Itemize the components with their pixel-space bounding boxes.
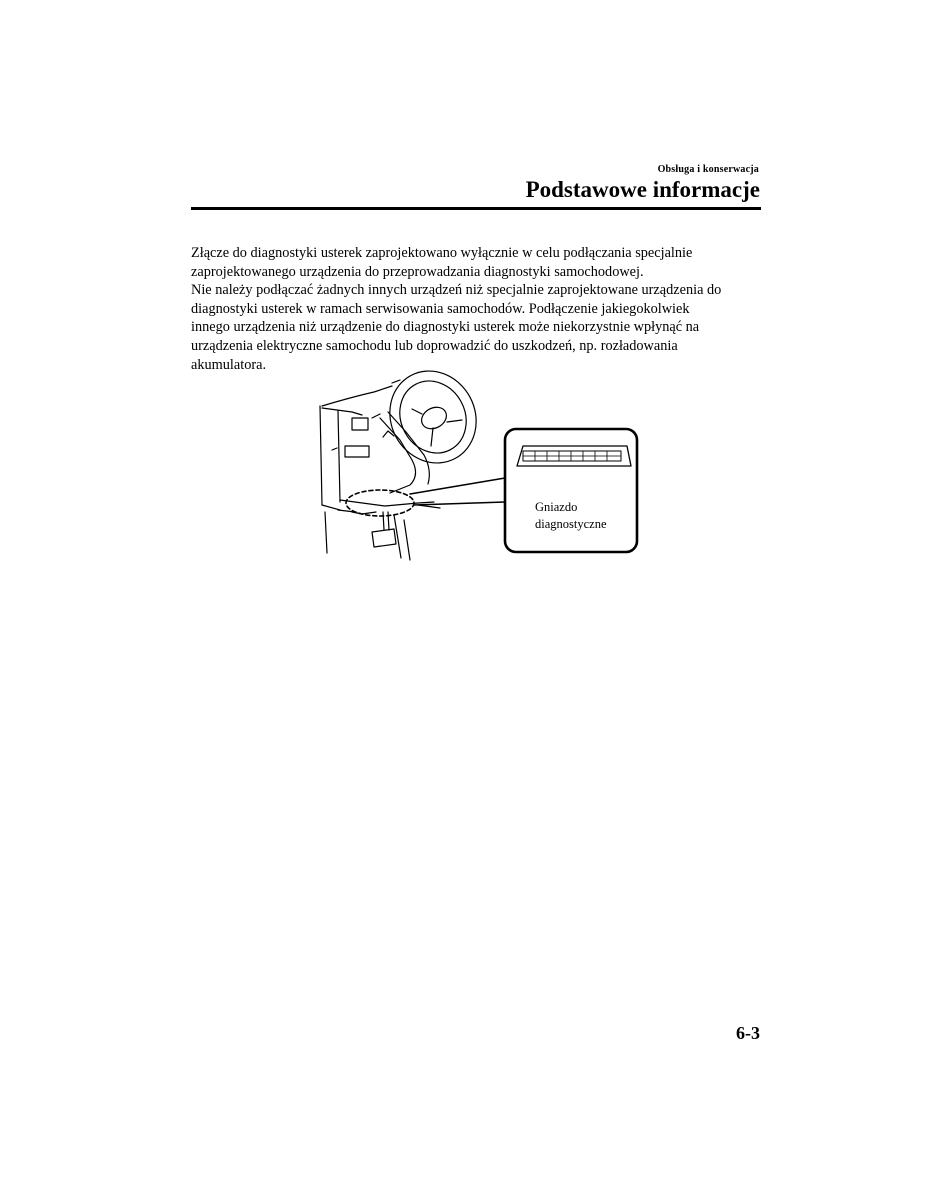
body-line: Złącze do diagnostyki usterek zaprojektowano wyłącznie w celu podłączania specjalnie	[191, 245, 693, 261]
callout-pointer	[410, 478, 505, 505]
body-line: zaprojektowanego urządzenia do przeprowadzania diagnostyki samochodowej.	[191, 263, 644, 280]
dashboard-panel	[320, 386, 392, 510]
callout-label	[535, 499, 607, 533]
obd-connector	[517, 446, 631, 466]
body-line: urządzenia elektryczne samochodu lub doprowadzić do uszkodzeń, np. rozładowania	[191, 337, 678, 354]
callout-label-line: diagnostyczne	[535, 517, 607, 531]
steering-column	[372, 412, 429, 493]
section-label: Obsługa i konserwacja	[657, 164, 759, 175]
page-title: Podstawowe informacje	[525, 177, 760, 202]
title-rule	[191, 207, 761, 210]
body-line: akumulatora.	[191, 356, 267, 373]
connector-location-marker	[346, 490, 414, 516]
body-paragraph	[191, 244, 766, 374]
pedal-assembly	[325, 512, 410, 560]
callout-label-line: Gniazdo	[535, 500, 578, 514]
body-line: diagnostyki usterek w ramach serwisowania samochodów. Podłączenie jakiegokolwiek	[191, 300, 690, 317]
page-number: 6-3	[736, 1023, 760, 1043]
steering-wheel	[374, 366, 492, 478]
body-line: Nie należy podłączać żadnych innych urządzeń niż specjalnie zaprojektowane urządzenia do	[191, 282, 722, 299]
body-line: innego urządzenia niż urządzenie do diagnostyki usterek może niekorzystnie wpłynąć na	[191, 319, 700, 336]
callout-box	[505, 429, 637, 552]
